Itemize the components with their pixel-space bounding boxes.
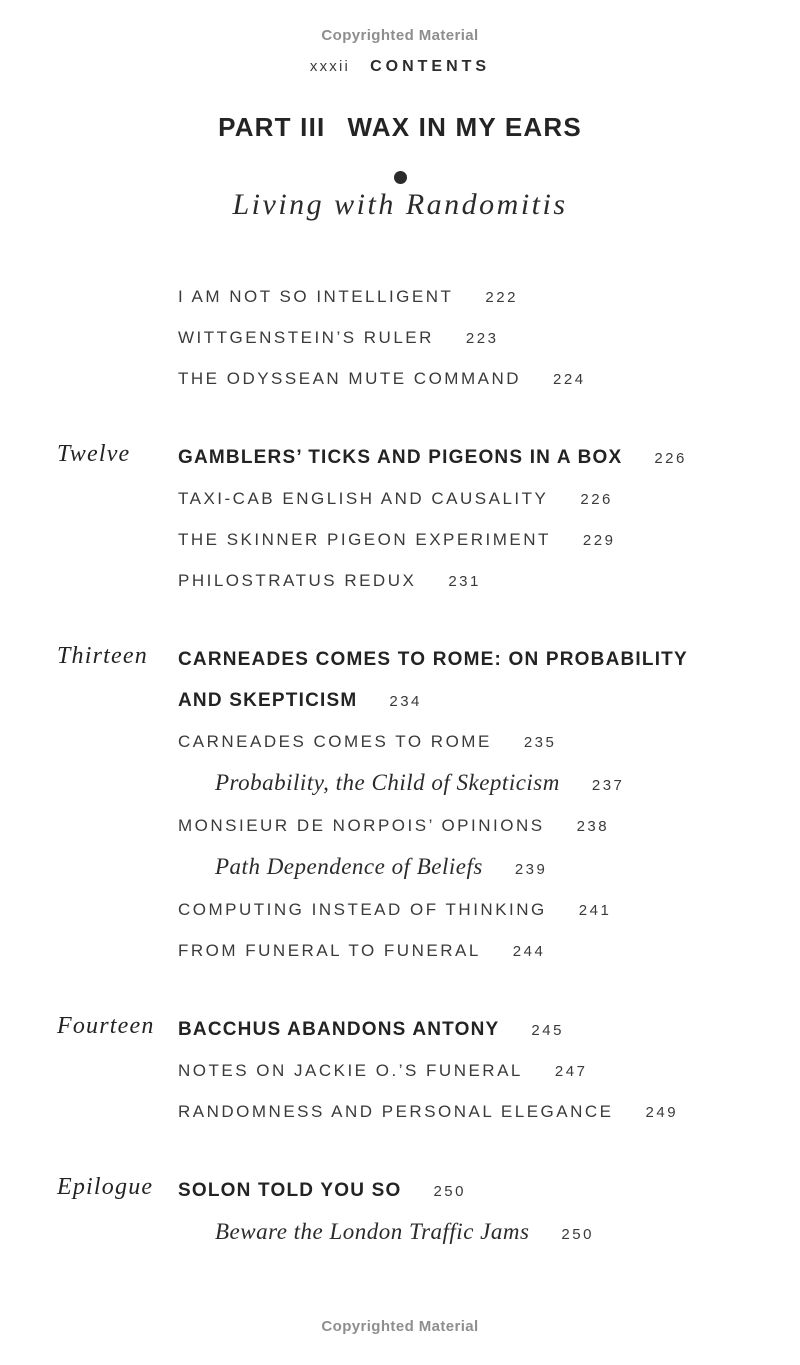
toc-entry	[178, 722, 757, 763]
entry-title: THE SKINNER PIGEON EXPERIMENT	[178, 530, 551, 549]
chapter-title-entry	[178, 438, 757, 479]
entry-page-number: 226	[654, 450, 687, 467]
entry-page-number: 224	[553, 371, 586, 388]
entry-title: FROM FUNERAL TO FUNERAL	[178, 941, 481, 960]
entry-title: TAXI-CAB ENGLISH AND CAUSALITY	[178, 489, 549, 508]
entry-title: I AM NOT SO INTELLIGENT	[178, 287, 454, 306]
entry-page-number: 238	[576, 818, 610, 835]
toc-group	[57, 277, 757, 400]
toc-entry	[178, 847, 757, 890]
entry-title: BACCHUS ABANDONS ANTONY	[178, 1019, 500, 1040]
toc-entry	[178, 763, 757, 806]
toc-entry	[178, 1092, 757, 1133]
entry-page-number: 229	[582, 532, 616, 549]
entry-page-number: 226	[580, 491, 613, 508]
entry-page-number: 234	[389, 693, 422, 710]
chapter-label: Epilogue	[57, 1174, 154, 1200]
toc-entry	[178, 1212, 757, 1255]
entry-page-number: 245	[531, 1022, 564, 1039]
entry-title: THE ODYSSEAN MUTE COMMAND	[178, 369, 522, 388]
top-copyright-notice: Copyrighted Material	[321, 27, 479, 44]
chapter-label: Twelve	[57, 441, 131, 467]
folio-number: xxxii	[309, 58, 351, 75]
entry-title: GAMBLERS’ TICKS AND PIGEONS IN A BOX	[178, 447, 623, 468]
part-label: PART III	[218, 112, 326, 142]
entry-page-number: 237	[591, 777, 625, 794]
toc-entry	[178, 1051, 757, 1092]
part-heading	[0, 112, 800, 143]
toc-group	[57, 1171, 757, 1255]
running-head	[0, 58, 800, 76]
entry-title: COMPUTING INSTEAD OF THINKING	[178, 900, 547, 919]
toc-entry	[178, 520, 757, 561]
toc-entry	[178, 806, 757, 847]
toc-entry	[178, 277, 757, 318]
bottom-copyright-notice: Copyrighted Material	[321, 1318, 479, 1335]
entry-title: Path Dependence of Beliefs	[215, 854, 483, 879]
toc-entry	[178, 890, 757, 931]
entry-page-number: 235	[523, 734, 557, 751]
entry-page-number: 247	[554, 1063, 588, 1080]
entry-page-number: 249	[645, 1104, 679, 1121]
part-subtitle: Living with Randomitis	[232, 188, 568, 221]
entry-page-number: 231	[448, 573, 481, 590]
chapter-label: Fourteen	[57, 1013, 155, 1039]
toc-group	[57, 438, 757, 602]
chapter-label: Thirteen	[57, 643, 148, 669]
entry-title: WITTGENSTEIN’S RULER	[178, 328, 434, 347]
toc-entry	[178, 318, 757, 359]
entry-page-number: 223	[465, 330, 499, 347]
entry-title: CARNEADES COMES TO ROME: ON PROBABILITY AND SKEPTICISM	[178, 649, 688, 711]
toc-entry	[178, 561, 757, 602]
contents-heading: CONTENTS	[370, 58, 491, 75]
toc-entry	[178, 931, 757, 972]
toc-group	[57, 640, 757, 972]
entry-page-number: 250	[433, 1183, 466, 1200]
entry-title: CARNEADES COMES TO ROME	[178, 732, 492, 751]
entry-page-number: 244	[512, 943, 546, 960]
chapter-title-entry	[178, 1010, 757, 1051]
entry-title: Beware the London Traffic Jams	[215, 1219, 530, 1244]
section-divider-dot	[394, 171, 407, 184]
chapter-title-entry	[178, 1171, 757, 1212]
toc-entry	[178, 479, 757, 520]
entry-title: PHILOSTRATUS REDUX	[178, 571, 417, 590]
entry-title: MONSIEUR DE NORPOIS’ OPINIONS	[178, 816, 545, 835]
entry-page-number: 222	[485, 289, 518, 306]
entry-title: Probability, the Child of Skepticism	[215, 770, 560, 795]
entry-title: SOLON TOLD YOU SO	[178, 1180, 402, 1201]
toc-group	[57, 1010, 757, 1133]
entry-page-number: 250	[561, 1226, 594, 1243]
entry-page-number: 241	[578, 902, 612, 919]
part-title: WAX IN MY EARS	[347, 112, 582, 142]
chapter-title-entry	[178, 640, 730, 722]
toc-list	[57, 277, 757, 1255]
entry-title: NOTES ON JACKIE O.’S FUNERAL	[178, 1061, 523, 1080]
toc-entry	[178, 359, 757, 400]
entry-title: RANDOMNESS AND PERSONAL ELEGANCE	[178, 1102, 614, 1121]
entry-page-number: 239	[514, 861, 548, 878]
